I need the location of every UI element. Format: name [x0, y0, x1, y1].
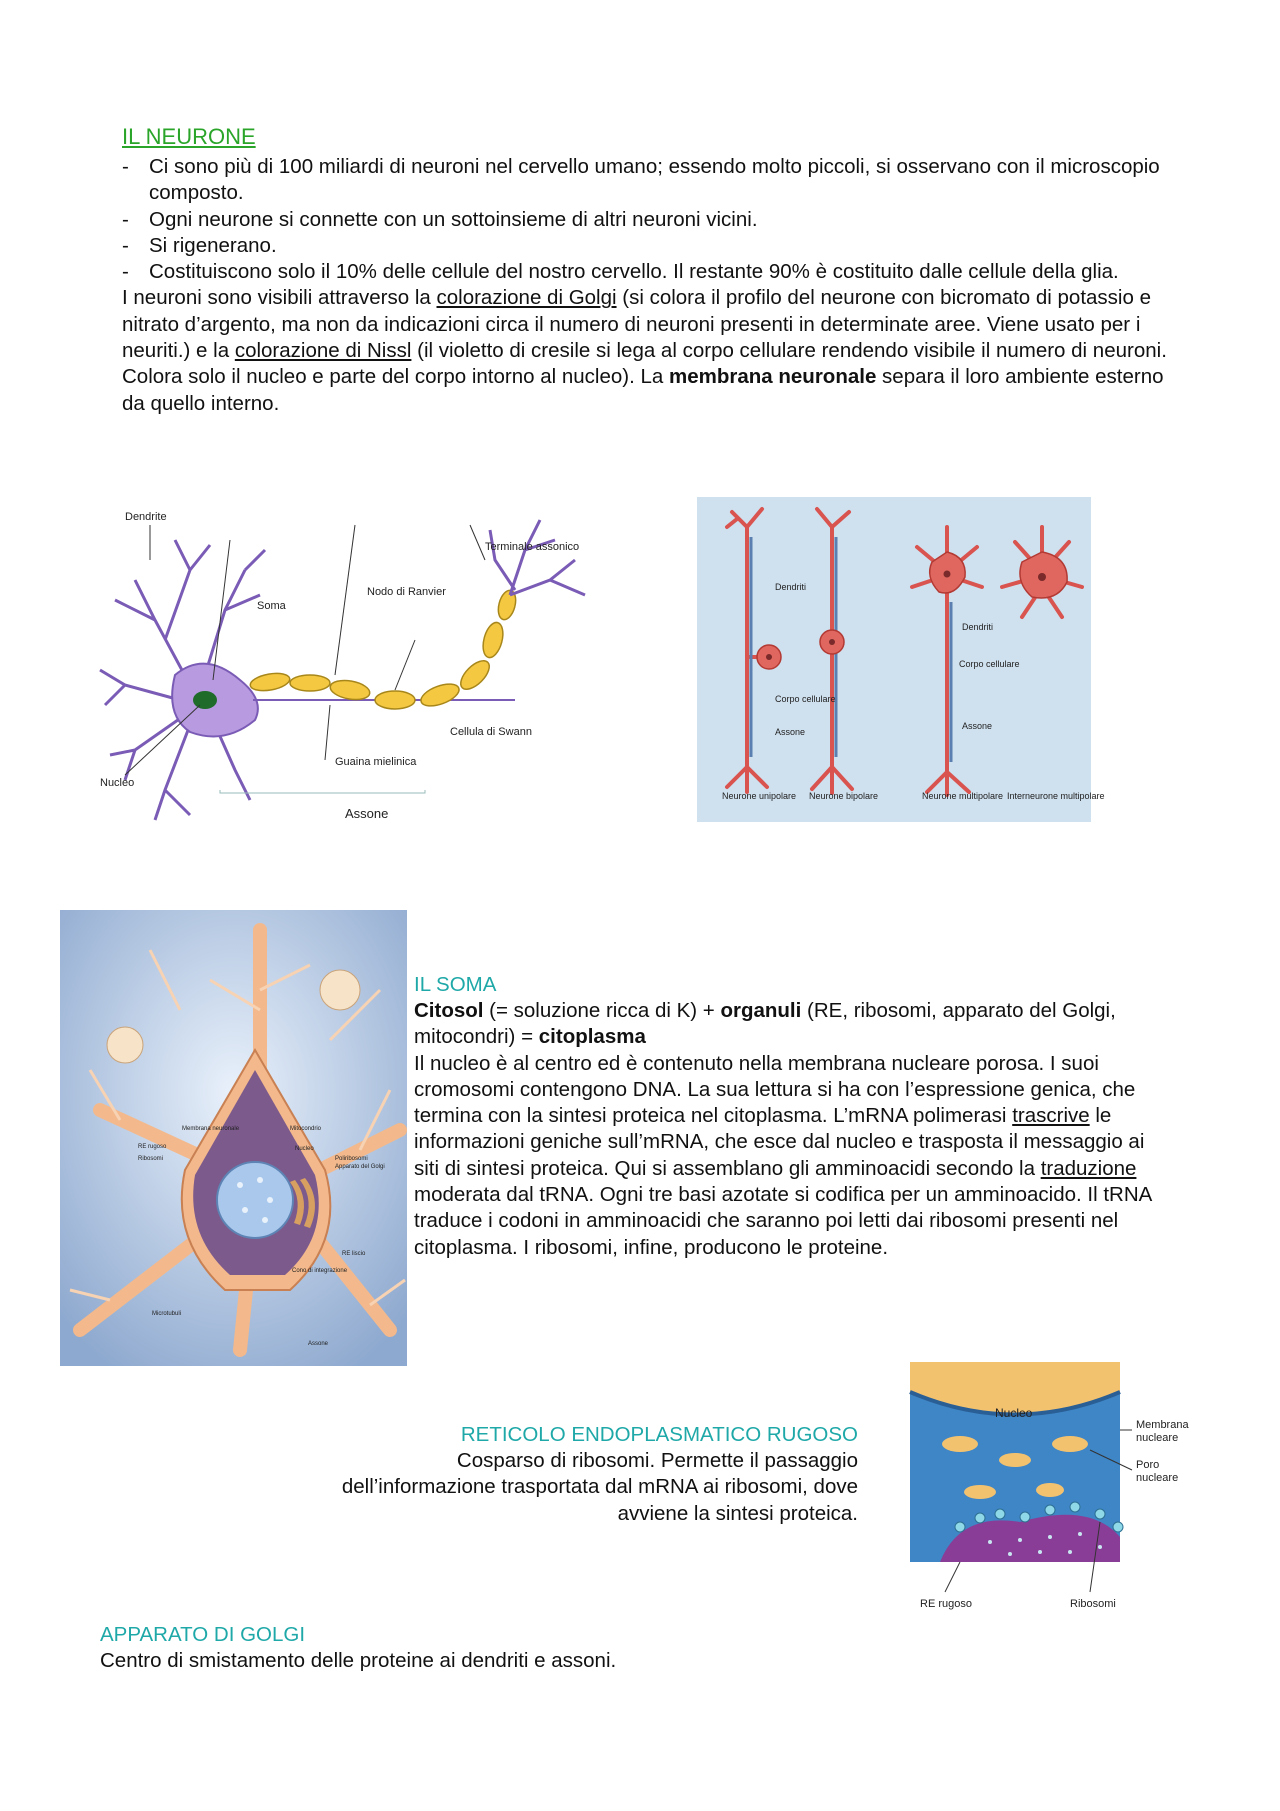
soma-cutaway-figure	[60, 910, 407, 1366]
rer-line-2: dell’informazione trasportata dal mRNA ai ribosomi, dove	[341, 1475, 858, 1499]
axon-terminals	[490, 520, 585, 595]
section-title-rer: RETICOLO ENDOPLASMATICO RUGOSO	[460, 1423, 858, 1446]
text-run: le informazioni geniche sull’mRNA, che esce dal nucleo e trasposta il messaggio ai siti di sintesi proteica. Qui si assemblano gli amminoacidi secondo la	[414, 1104, 1145, 1180]
label-corpo-cellulare-2: Corpo cellulare	[959, 659, 1020, 669]
label-assone: Assone	[308, 1341, 329, 1347]
label-mitocondrio: Mitocondrio	[290, 1126, 322, 1132]
soma-paragraph	[414, 1051, 1174, 1261]
label-nucleo: Nucleo	[100, 777, 135, 789]
nissl-stain-term: colorazione di Nissl	[234, 339, 412, 363]
label-membrana: Membrana neuronale	[182, 1126, 240, 1132]
figure-background	[697, 497, 1091, 822]
label-assone: Assone	[775, 727, 806, 737]
section-title-neurone: IL NEURONE	[122, 124, 256, 149]
trascrive-term: trascrive	[1012, 1104, 1090, 1128]
label-terminale: Terminale assonico	[485, 541, 580, 553]
section-title-golgi: APPARATO DI GOLGI	[100, 1623, 306, 1646]
label-assone-2: Assone	[962, 721, 993, 731]
label-re-liscio: RE liscio	[342, 1251, 366, 1257]
label-ribosomi: Ribosomi	[1070, 1598, 1116, 1610]
rer-figure	[900, 1362, 1189, 1612]
axon-bracket	[220, 790, 425, 793]
label-golgi: Apparato del Golgi	[335, 1164, 385, 1170]
label-poro-1: Poro	[1136, 1459, 1160, 1471]
label-re-rugoso: RE rugoso	[920, 1598, 972, 1610]
citoplasma-term: citoplasma	[538, 1025, 646, 1049]
golgi-text: Centro di smistamento delle proteine ai dendriti e assoni.	[100, 1649, 617, 1672]
label-ribosomi: Ribosomi	[138, 1156, 164, 1162]
text-run: Il nucleo è al centro ed è contenuto nella membrana nucleare porosa. I suoi cromosomi contengono DNA. La sua lettura si ha con l’espressione genica, che termina con la sintesi proteica nel citoplasma. L’mRNA polimerasi	[414, 1051, 1136, 1128]
label-assone: Assone	[345, 806, 389, 821]
rer-line-1: Cosparso di ribosomi. Permette il passaggio	[456, 1449, 858, 1472]
label-membrana-1: Membrana	[1136, 1419, 1189, 1431]
label-cono: Cono di integrazione	[292, 1268, 348, 1274]
label-corpo-cellulare: Corpo cellulare	[775, 694, 836, 704]
soma-text	[414, 998, 1174, 1261]
label-swann: Cellula di Swann	[450, 726, 532, 738]
rer-line-3: avviene la sintesi proteica.	[617, 1501, 858, 1525]
membrana-neuronale-term: membrana neuronale	[669, 365, 877, 389]
type-multipolar: Neurone multipolare	[922, 791, 1004, 801]
section-title-soma: IL SOMA	[414, 973, 497, 996]
text-run: (il violetto di cresile si lega al corpo cellulare rendendo visibile il numero di neuroni. Colora solo il nucleo e parte del corpo intorno al nucleo). La	[122, 339, 1167, 389]
text-run: (= soluzione ricca di K) +	[483, 999, 721, 1022]
text-run: (RE, ribosomi, apparato del Golgi, mitocondri) =	[414, 999, 1116, 1049]
neuron-structure-figure	[95, 500, 615, 830]
label-nucleo: Nucleo	[295, 1146, 314, 1152]
citosol-term: Citosol	[414, 999, 484, 1022]
list-item: - Ogni neurone si connette con un sottoinsieme di altri neuroni vicini.	[122, 207, 1172, 233]
text-run: separa il loro ambiente esterno da quello interno.	[122, 365, 1164, 415]
organuli-term: organuli	[720, 999, 802, 1022]
neurone-paragraph	[122, 285, 1172, 416]
label-membrana-2: nucleare	[1136, 1432, 1179, 1444]
text-run: moderata dal tRNA. Ogni tre basi azotate si codifica per un amminoacido. Il tRNA traduce i codoni in amminoacidi che saranno poi letti dai ribosomi presenti nel citoplasma. I ribosomi, infine, producono le proteine.	[414, 1183, 1152, 1259]
leader-lines	[125, 525, 485, 775]
text-run: (si colora il profilo del neurone con bicromato di potassio e nitrato d’argento, ma non da indicazioni circa il numero di neuroni presenti in determinate aree. Viene usato per i neuriti.) e la	[122, 286, 1151, 363]
list-item: - Ci sono più di 100 miliardi di neuroni nel cervello umano; essendo molto piccoli, si osservano con il microscopio composto.	[122, 154, 1172, 207]
label-nucleo: Nucleo	[995, 1406, 1033, 1420]
label-re-rugoso: RE rugoso	[138, 1144, 167, 1150]
soma-line-1	[414, 998, 1174, 1051]
label-microtubuli: Microtubuli	[152, 1311, 182, 1317]
nucleus-shape	[217, 1162, 293, 1238]
label-nodo: Nodo di Ranvier	[367, 586, 446, 598]
label-dendrite: Dendrite	[125, 511, 167, 523]
golgi-stain-term: colorazione di Golgi	[436, 286, 617, 310]
neuron-types-figure	[697, 497, 1105, 822]
type-bipolar: Neurone bipolare	[809, 791, 879, 801]
label-poro-2: nucleare	[1136, 1472, 1179, 1484]
traduzione-term: traduzione	[1040, 1156, 1137, 1180]
myelin-sheath	[249, 588, 519, 710]
neurone-intro	[122, 154, 1172, 417]
type-interneuron: Interneurone multipolare	[1007, 791, 1105, 801]
list-item: - Si rigenerano.	[122, 233, 1172, 259]
type-unipolar: Neurone unipolare	[722, 791, 797, 801]
label-soma: Soma	[257, 600, 286, 612]
label-dendriti-2: Dendriti	[962, 622, 994, 632]
rer-block	[240, 1422, 858, 1527]
label-poliribosomi: Poliribosomi	[335, 1156, 368, 1162]
neurone-bullet-list	[122, 154, 1172, 285]
label-dendriti: Dendriti	[775, 582, 807, 592]
label-guaina: Guaina mielinica	[335, 756, 417, 768]
list-item: - Costituiscono solo il 10% delle cellule del nostro cervello. Il restante 90% è costituito dalle cellule della glia.	[122, 259, 1172, 285]
text-run: I neuroni sono visibili attraverso la	[122, 286, 437, 310]
nucleus-shape	[193, 691, 217, 709]
